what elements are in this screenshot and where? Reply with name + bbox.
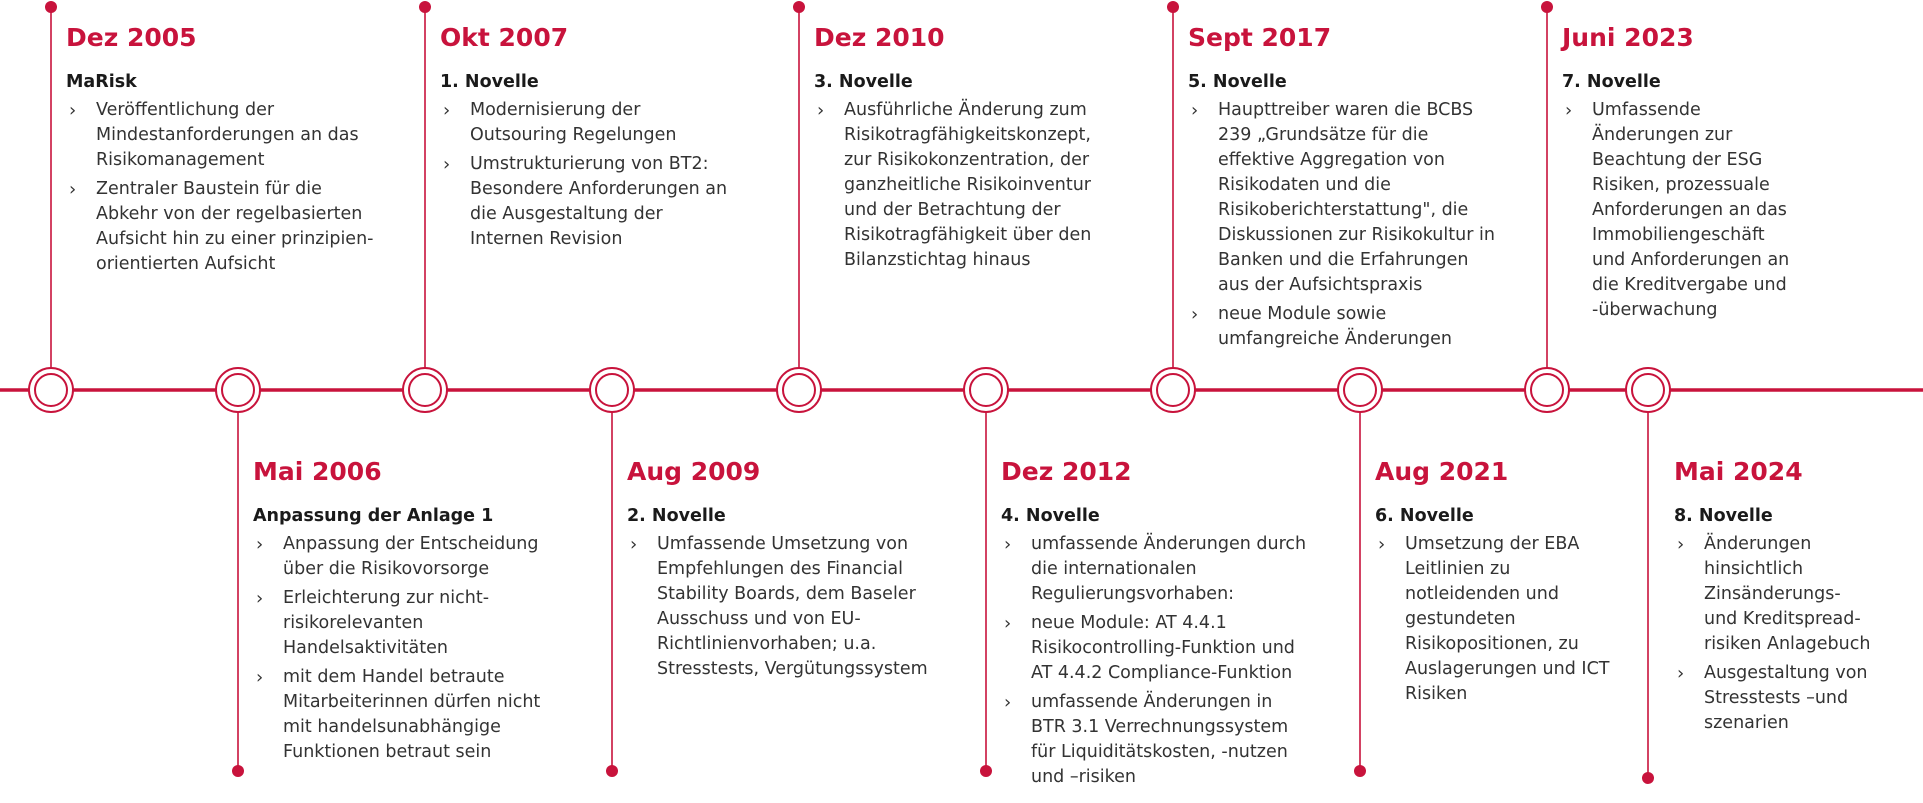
connector-dot xyxy=(1167,1,1179,13)
event-bullets xyxy=(814,98,1144,273)
bullet-item xyxy=(1188,302,1518,352)
bullet-item xyxy=(253,532,583,582)
bullet-text: Modernisierung der Outsouring Regelungen xyxy=(470,100,677,145)
timeline-node-inner xyxy=(783,374,815,406)
bullet-item xyxy=(66,98,396,173)
bullet-item xyxy=(440,98,770,148)
bullet-text: mit dem Handel betraute Mitarbeiterinnen dürfen nicht mit handelsunabhängige Funktionen betraut sein xyxy=(283,667,541,762)
bullet-item xyxy=(1674,661,1904,736)
bullet-item xyxy=(66,177,396,277)
timeline-node-inner xyxy=(596,374,628,406)
event-title: Anpassung der Anlage 1 xyxy=(253,506,494,526)
bullet-text: Haupttreiber waren die BCBS 239 „Grundsätze für die effektive Aggregation von Risikodaten und die Risikoberichterstattung", die Diskussionen zur Risikokultur in Banken und die Erfahrungen aus der Aufsichtspraxis xyxy=(1218,100,1495,295)
event-date: Dez 2005 xyxy=(66,23,197,52)
bullet-text: Umsetzung der EBA Leitlinien zu notleidenden und gestundeten Risikopositionen, zu Auslagerungen und ICT Risiken xyxy=(1405,534,1610,704)
event-date: Mai 2006 xyxy=(253,457,382,486)
bullet-item xyxy=(440,152,770,252)
timeline-node-inner xyxy=(222,374,254,406)
bullet-item xyxy=(814,98,1144,273)
event-title: 6. Novelle xyxy=(1375,506,1474,526)
connector-dot xyxy=(793,1,805,13)
bullet-item xyxy=(1562,98,1892,323)
connector-dot xyxy=(606,765,618,777)
event-juni-2023 xyxy=(1562,22,1892,327)
timeline-node-inner xyxy=(409,374,441,406)
timeline-node-inner xyxy=(35,374,67,406)
event-title: 8. Novelle xyxy=(1674,506,1773,526)
bullet-text: neue Module sowie umfangreiche Änderungen xyxy=(1218,304,1452,349)
timeline-node-inner xyxy=(1157,374,1189,406)
bullet-item xyxy=(1674,532,1904,657)
event-okt-2007 xyxy=(440,22,770,256)
connector-dot xyxy=(980,765,992,777)
connector-dot xyxy=(419,1,431,13)
event-title: MaRisk xyxy=(66,72,137,92)
event-date: Juni 2023 xyxy=(1562,23,1694,52)
bullet-item xyxy=(253,665,583,765)
event-bullets xyxy=(1674,532,1904,736)
event-aug-2021 xyxy=(1375,456,1705,711)
bullet-item xyxy=(1001,611,1331,686)
event-dez-2010 xyxy=(814,22,1144,277)
connector-dot xyxy=(1354,765,1366,777)
event-title: 5. Novelle xyxy=(1188,72,1287,92)
event-title: 1. Novelle xyxy=(440,72,539,92)
bullet-item xyxy=(627,532,957,682)
event-date: Mai 2024 xyxy=(1674,457,1803,486)
connector-dot xyxy=(1642,772,1654,784)
event-date: Dez 2010 xyxy=(814,23,945,52)
bullet-text: umfassende Änderungen in BTR 3.1 Verrechnungssystem für Liquiditätskosten, -nutzen und –risiken xyxy=(1031,692,1289,787)
event-dez-2005 xyxy=(66,22,396,281)
event-date: Okt 2007 xyxy=(440,23,569,52)
bullet-text: neue Module: AT 4.4.1 Risikocontrolling-Funktion und AT 4.4.2 Compliance-Funktion xyxy=(1031,613,1295,683)
event-aug-2009 xyxy=(627,456,957,686)
bullet-item xyxy=(253,586,583,661)
connector-dot xyxy=(232,765,244,777)
event-date: Aug 2009 xyxy=(627,457,761,486)
event-date: Sept 2017 xyxy=(1188,23,1332,52)
bullet-text: Umstrukturierung von BT2: Besondere Anforderungen an die Ausgestaltung der Internen Revision xyxy=(470,154,728,249)
bullet-text: Änderungen hinsichtlich Zinsänderungs- und Kreditspread- risiken Anlagebuch xyxy=(1704,534,1871,654)
event-bullets xyxy=(440,98,770,252)
bullet-text: Veröffentlichung der Mindestanforderungen an das Risikomanagement xyxy=(96,100,359,170)
event-mai-2006 xyxy=(253,456,583,769)
bullet-text: Anpassung der Entscheidung über die Risikovorsorge xyxy=(283,534,539,579)
event-bullets xyxy=(1188,98,1518,352)
event-title: 2. Novelle xyxy=(627,506,726,526)
timeline-node-inner xyxy=(1531,374,1563,406)
bullet-text: Umfassende Umsetzung von Empfehlungen des Financial Stability Boards, dem Baseler Ausschuss und von EU- Richtlinienvorhaben; u.a. Stresstests, Vergütungssystem xyxy=(657,534,928,679)
event-sept-2017 xyxy=(1188,22,1518,356)
bullet-text: Zentraler Baustein für die Abkehr von der regelbasierten Aufsicht hin zu einer prinzipien- orientierten Aufsicht xyxy=(96,179,374,274)
bullet-text: umfassende Änderungen durch die internationalen Regulierungsvorhaben: xyxy=(1031,534,1307,604)
timeline-node-inner xyxy=(1344,374,1376,406)
bullet-item xyxy=(1375,532,1705,707)
timeline-node-inner xyxy=(970,374,1002,406)
event-bullets xyxy=(1375,532,1705,707)
connector-dot xyxy=(45,1,57,13)
timeline-node-inner xyxy=(1632,374,1664,406)
event-bullets xyxy=(1001,532,1331,790)
event-title: 3. Novelle xyxy=(814,72,913,92)
bullet-item xyxy=(1001,532,1331,607)
event-bullets xyxy=(66,98,396,277)
event-dez-2012 xyxy=(1001,456,1331,794)
event-bullets xyxy=(253,532,583,765)
event-bullets xyxy=(627,532,957,682)
bullet-item xyxy=(1188,98,1518,298)
event-date: Dez 2012 xyxy=(1001,457,1132,486)
bullet-text: Ausgestaltung von Stresstests –und szenarien xyxy=(1704,663,1868,733)
bullet-text: Umfassende Änderungen zur Beachtung der ESG Risiken, prozessuale Anforderungen an das Immobiliengeschäft und Anforderungen an die Kreditvergabe und -überwachung xyxy=(1592,100,1790,320)
event-title: 7. Novelle xyxy=(1562,72,1661,92)
bullet-text: Erleichterung zur nicht- risikorelevanten Handelsaktivitäten xyxy=(283,588,490,658)
bullet-item xyxy=(1001,690,1331,790)
event-title: 4. Novelle xyxy=(1001,506,1100,526)
event-date: Aug 2021 xyxy=(1375,457,1509,486)
event-mai-2024 xyxy=(1674,456,1904,740)
bullet-text: Ausführliche Änderung zum Risikotragfähigkeitskonzept, zur Risikokonzentration, der ganzheitliche Risikoinventur und der Betrachtung der Risikotragfähigkeit über den Bilanzstichtag hinaus xyxy=(844,100,1092,270)
connector-dot xyxy=(1541,1,1553,13)
event-bullets xyxy=(1562,98,1892,323)
